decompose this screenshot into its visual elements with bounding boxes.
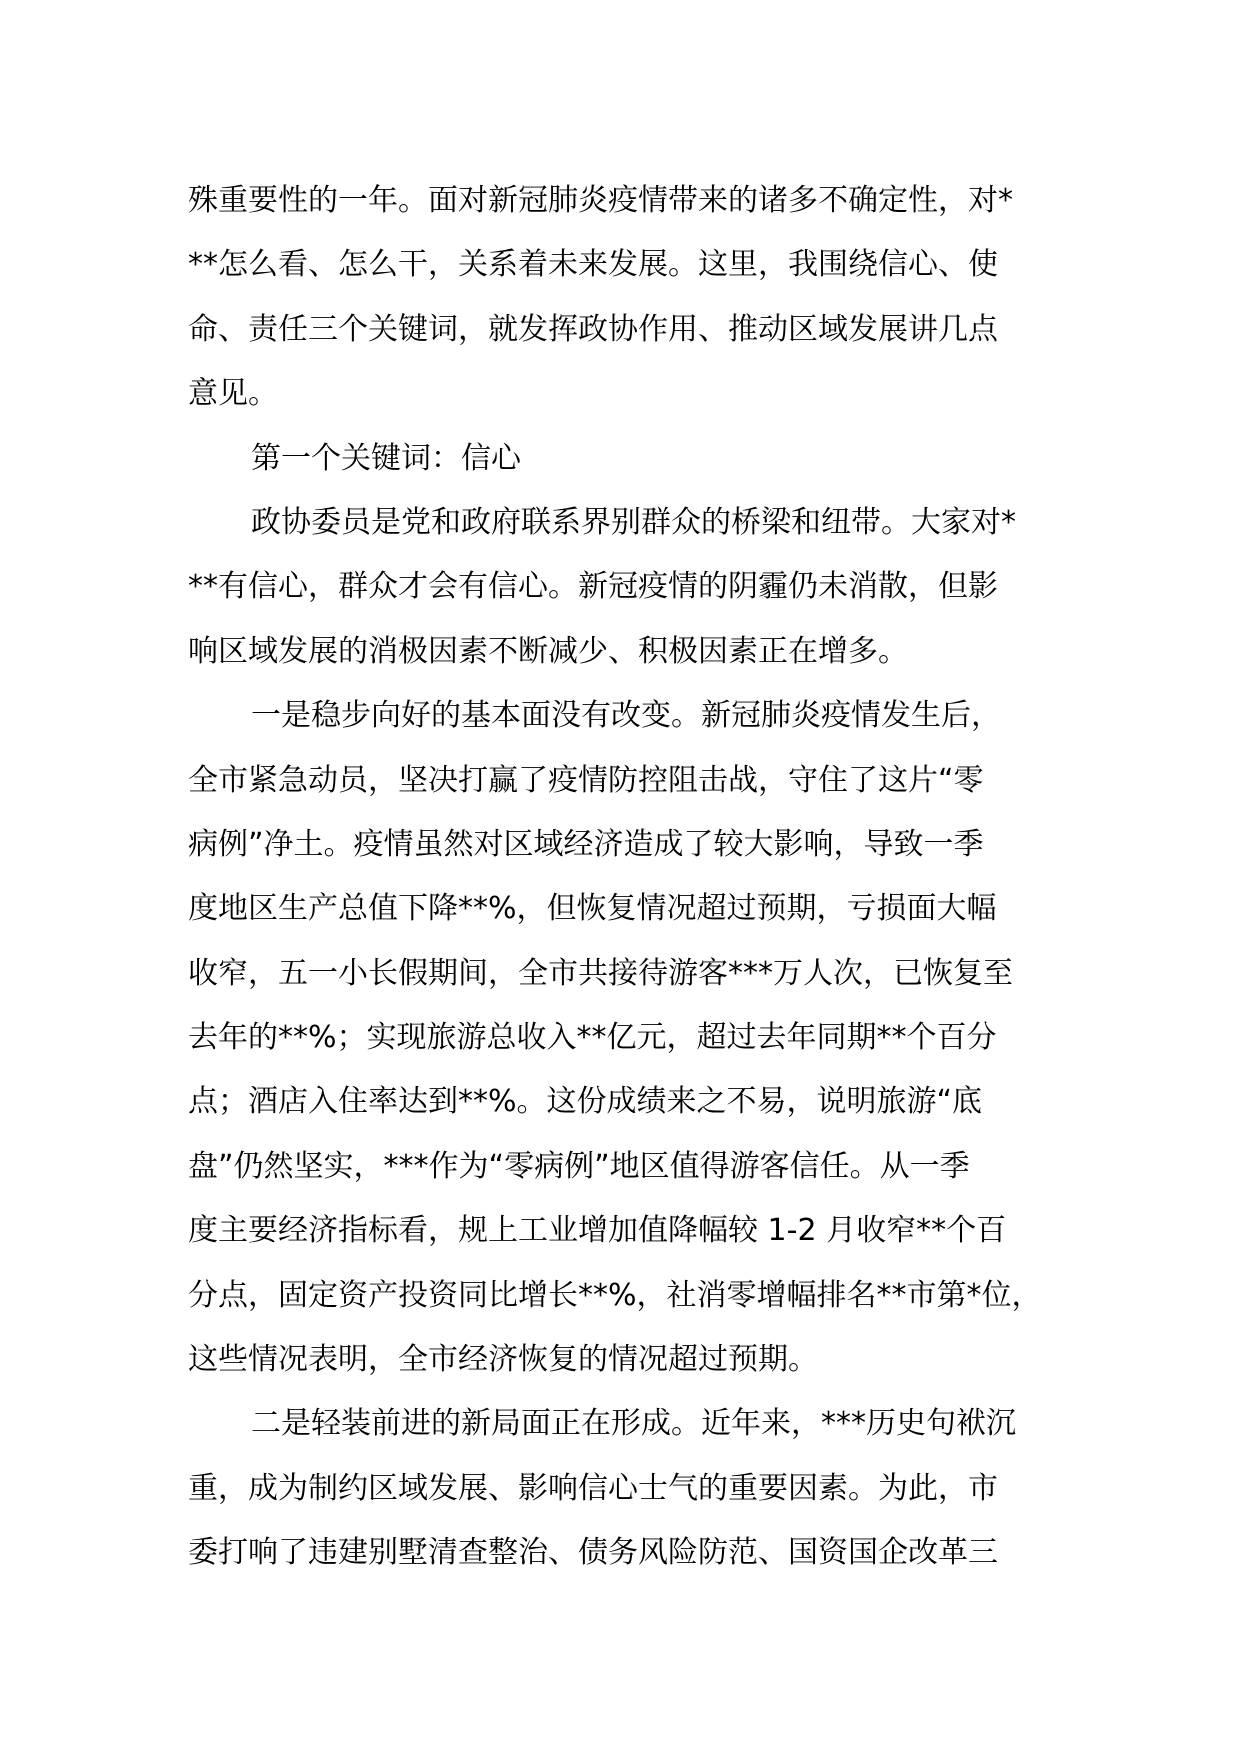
text-line: 度地区生产总值下降**%，但恢复情况超过预期，亏损面大幅 xyxy=(188,891,997,927)
text-line: 意见。 xyxy=(188,376,278,412)
paragraph-first-line: 政协委员是党和政府联系界别群众的桥梁和纽带。大家对* xyxy=(251,504,1016,540)
text-line: 殊重要性的一年。面对新冠肺炎疫情带来的诸多不确定性，对* xyxy=(188,183,1013,218)
paragraph-first-line: 二是轻装前进的新局面正在形成。近年来，***历史句袱沉 xyxy=(251,1406,1016,1442)
text-line: 委打响了违建别墅清查整治、债务风险防范、国资国企改革三 xyxy=(188,1535,998,1571)
text-line: 这些情况表明，全市经济恢复的情况超过预期。 xyxy=(188,1342,818,1378)
text-line: 病例”净土。疫情虽然对区域经济造成了较大影响，导致一季 xyxy=(188,826,984,862)
text-line: 盘”仍然坚实，***作为“零病例”地区值得游客信任。从一季 xyxy=(188,1148,970,1184)
text-line: 响区域发展的消极因素不断减少、积极因素正在增多。 xyxy=(188,633,908,669)
document-body xyxy=(188,169,1068,1586)
text-line: 命、责任三个关键词，就发挥政协作用、推动区域发展讲几点 xyxy=(188,311,998,347)
text-line: 度主要经济指标看，规上工业增加值降幅较 1-2 月收窄**个百 xyxy=(188,1213,1007,1249)
text-line: 点；酒店入住率达到**%。这份成绩来之不易，说明旅游“底 xyxy=(188,1084,983,1120)
text-line: 全市紧急动员，坚决打赢了疫情防控阻击战，守住了这片“零 xyxy=(188,762,984,798)
text-line: 重，成为制约区域发展、影响信心士气的重要因素。为此，市 xyxy=(188,1470,998,1506)
text-line: 收窄，五一小长假期间，全市共接待游客***万人次，已恢复至 xyxy=(188,955,1013,991)
section-heading: 第一个关键词：信心 xyxy=(251,440,521,476)
text-line: 分点，固定资产投资同比增长**%，社消零增幅排名**市第*位， xyxy=(188,1277,1042,1313)
paragraph-first-line: 一是稳步向好的基本面没有改变。新冠肺炎疫情发生后， xyxy=(251,698,1001,734)
text-line: 去年的**%；实现旅游总收入**亿元，超过去年同期**个百分 xyxy=(188,1020,997,1056)
text-line: **怎么看、怎么干，关系着未来发展。这里，我围绕信心、使 xyxy=(188,247,998,283)
text-line: **有信心，群众才会有信心。新冠疫情的阴霾仍未消散，但影 xyxy=(188,569,998,605)
